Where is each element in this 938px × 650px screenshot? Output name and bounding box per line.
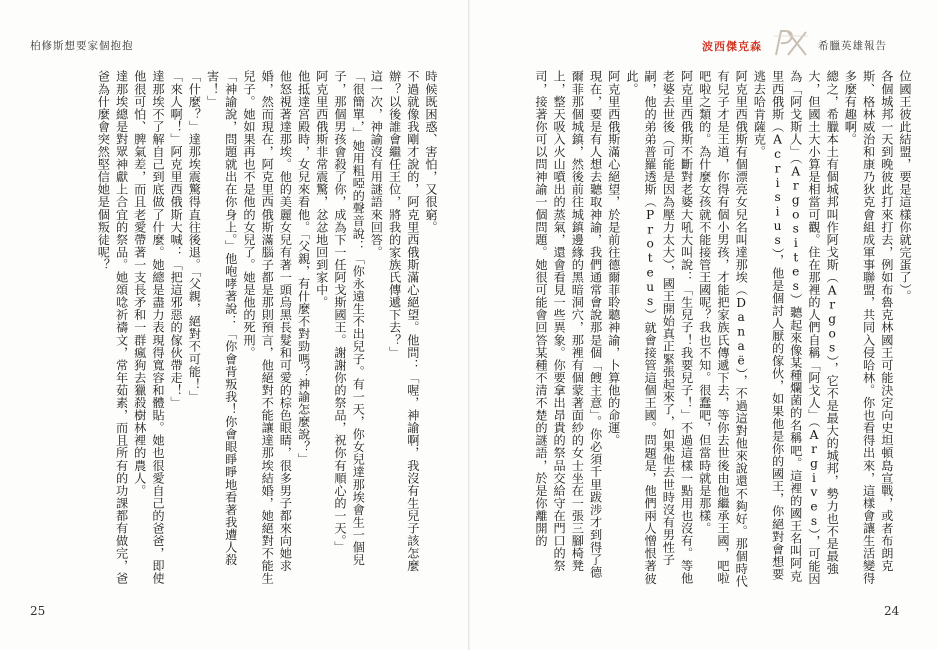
paragraph: 他抵達宮殿時，女兒來看他。「父親，有什麼不對勁嗎？神諭怎麼說？」 [296, 70, 311, 466]
paragraph: 阿克里西俄斯有個漂亮女兒名叫達那埃（Danaë），不過這對他來說還不夠好。那個時代有兒子才是王道，你得有個小男孩，才能把家族氏傳遞下去，等你去世後由他繼承王國，吧啦吧啦之類的。為什麼女孩就不能接管王國呢？我也不知。很蠢吧，但當時就是那樣。 [697, 70, 749, 588]
paragraph: 總之，希臘本土有個城邦叫作阿戈斯（Argos），它不是最大的城邦，勢力也不是最強大，但國土大小算是相當可觀。住在那裡的人們自稱「阿戈人」（Argives），可能因為「阿戈斯人」（Argosites）聽起來像某種爛菌的名稱吧。這裡的國王名叫阿克里西俄斯（Acrisius），他是個討人厭的傢伙，如果他是你的國王，你絕對會想要逃去哈肯薩克。 [752, 70, 840, 585]
paragraph: 阿克里西俄斯滿心絕望，於是前往德爾菲聆聽神諭，卜算他的命運。 [606, 70, 621, 447]
paragraph: 他怒視著達那埃。他的美麗女兒有著一頭烏黑長髮和可愛的棕色眼睛，很多男子都來向她求婚，然而現在，阿克里西俄斯滿腦子都是那則預言，他絕對不能讓達那埃結婚，她絕對不能生兒子。她如果再也不是他的女兒了。她是他的死刑。 [241, 70, 293, 585]
paragraph: 「很簡單，」她用粗啞的聲音說：「你永遠生不出兒子。有一天，你女兒達那埃會生一個兒子，那個男孩會殺了你，成為下一任阿戈斯國王。謝謝你的祭品，祝你有順心的一天。」 [332, 70, 366, 566]
paragraph: 達那埃不了解自己到底做了什麼。她總是盡力表現得寬容和體貼。她也很愛自己的爸爸，即使他很可怕、脾氣差，而且老愛帶著一支長矛和一群瘋狗去獵殺樹林裡的農人。 [132, 70, 165, 585]
running-title: 柏修斯想要家個抱抱 [30, 40, 134, 52]
author-name: 波西傑克森 [702, 40, 762, 53]
paragraph: 不過就像我剛才說的，阿克里西俄斯滿心絕望。他問：「喔，神諭啊，我沒有生兒子該怎麼辦？以後誰會繼任王位，將我的家族氏傳遞下去？」 [387, 70, 420, 572]
page-number-left: 25 [30, 604, 46, 618]
paragraph: 阿克里西俄斯非常震驚，忿忿地回到家中。 [314, 70, 329, 309]
page-number-right: 24 [884, 604, 900, 618]
paragraph: 阿克里西俄斯不斷對老婆大吼大叫說：「生兒子！我要兒子！」不過這樣一點用也沒有。等他老婆去世後（可能是因為壓力太大），國王開始真正緊張起來了，如果他去世時沒有男性子嗣，他的弟弟普羅透斯（Proteus）就會接管這個王國。問題是，他們兩人憎恨著彼此。 [624, 70, 694, 585]
paragraph: 各個城邦一天到晚彼此打來打去，例如布魯克林國王可能決定向史坦頓島宣戰，或者布朗克斯、格林威治和康乃狄克會組成軍事聯盟，共同入侵哈林。你也看得出來，這樣會讓生活變得多麼有趣啊。 [843, 70, 894, 585]
right-page-body [522, 70, 914, 590]
running-header [686, 28, 922, 60]
left-page-body [48, 70, 440, 590]
paragraph: 時候既困惑、害怕，又很窮。 [424, 70, 438, 234]
paragraph: 「神諭說，問題就出在你身上。」他咆哮著說：「你會背叛我！你會眼睜睜地看著我遭人殺害！」 [205, 70, 238, 566]
right-page [470, 0, 938, 650]
paragraph: 「來人啊！」阿克里西俄斯大喊：「把這邪惡的傢伙帶走！」 [169, 70, 184, 409]
paragraph: 現在，要是有人想去聽取神諭，我們通常會說那是個「餿主意」。你必須千里跋涉才到得了德爾菲那個城鎮，然後前往城鎮邊緣的黑暗洞穴，那裡有個蒙著面紗的女士坐在一張三腳椅凳上，整天吸入火山噴出的蒸氣，還會看見一些異象。你要拿出昂貴的祭品交給守在門口的祭司，接著你可以問神諭一個問題。她很可能會回答某種不清不楚的謎語，於是你離開的 [533, 70, 603, 579]
paragraph: 達那埃總是對眾神獻上合宜的祭品。她頌唸祈禱文，常年茹素，而且所有的功課都有做完，爸爸為什麼會突然堅信她是個叛徒呢？ [96, 70, 129, 585]
paragraph: 「什麼？」達那埃震驚得直往後退。「父親，絕對不可能！」 [187, 70, 202, 403]
left-page [0, 0, 468, 650]
px-monogram-logo [770, 28, 812, 58]
book-title: 希臘英雄報告 [818, 40, 887, 52]
paragraph: 位國王彼此結盟，要是這樣你就完蛋了）。 [898, 70, 912, 303]
paragraph: 這一次，神諭沒有用謎語來回答。 [369, 70, 384, 259]
